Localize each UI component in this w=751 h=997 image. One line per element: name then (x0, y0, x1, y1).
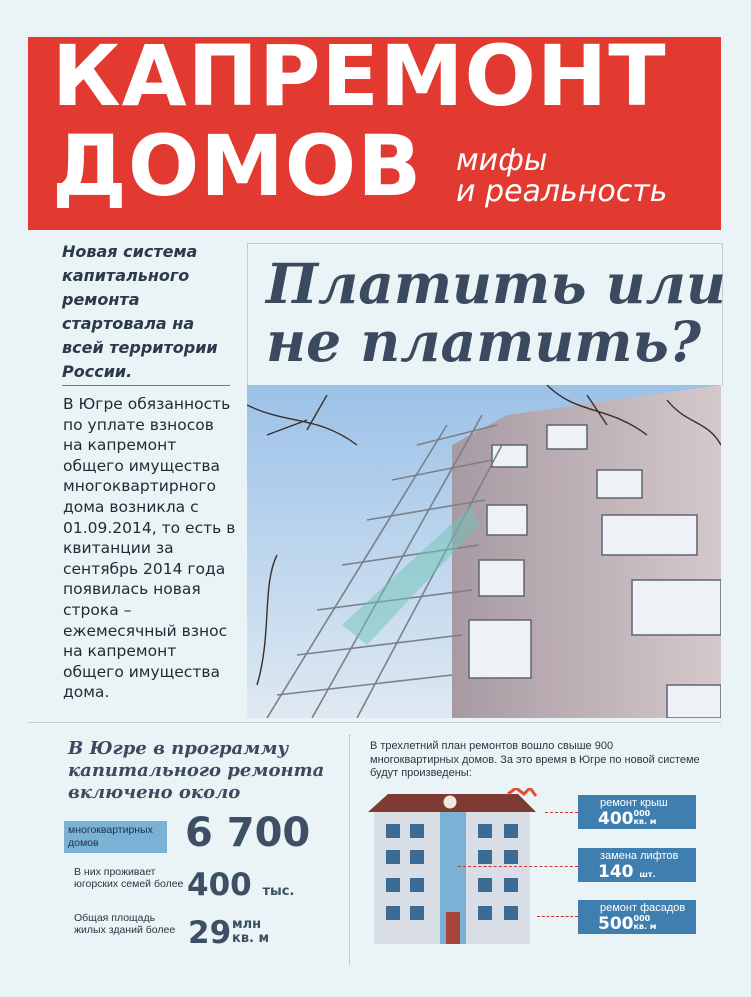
houses-label: многоквартирных домов (64, 821, 167, 853)
card-lift-value: 140 (598, 862, 634, 882)
lead-divider (62, 385, 230, 386)
card-roof-label: ремонт крыш (600, 797, 668, 809)
area-unit-2: кв. м (232, 931, 270, 946)
roof-pointer (545, 812, 578, 813)
card-facade-value-group (578, 914, 696, 933)
card-lift-label: замена лифтов (600, 850, 679, 862)
card-roof-sup (634, 810, 657, 826)
card-facade-label: ремонт фасадов (600, 902, 686, 914)
card-facade-sup-digits: 000 (633, 914, 651, 923)
subtitle (456, 145, 667, 207)
card-roof-sup-digits: 000 (633, 809, 651, 818)
card-roof-value-group (578, 809, 696, 828)
house-illustration (368, 788, 538, 948)
area-label: Общая площадь жилых зданий более (74, 912, 176, 936)
area-unit (232, 918, 269, 946)
card-roof-unit: кв. м (633, 817, 657, 826)
headline-line-2: не платить? (266, 309, 702, 374)
area-value: 29 (188, 915, 232, 951)
headline-line-1: Платить или (266, 251, 726, 316)
area-unit-1: млн (232, 917, 262, 932)
lift-pointer (458, 866, 578, 867)
title-line-2: ДОМОВ (52, 117, 423, 215)
headline (266, 251, 726, 374)
card-facade-sup (634, 915, 657, 931)
plan-text: В трехлетний план ремонтов вошло свыше 900 многоквартирных домов. За это время в Югре по новой системе будут произведены: (370, 740, 700, 779)
card-facade-unit: кв. м (633, 922, 657, 931)
families-label: В них проживает югорских семей более (74, 866, 184, 890)
lead-paragraph: Новая система капитального ремонта стартовала на всей территории России. (62, 242, 218, 381)
building-photo (247, 385, 721, 718)
section-divider (28, 722, 721, 723)
card-lift (578, 848, 696, 882)
card-facade-value: 500 (598, 914, 634, 934)
subtitle-line-1: мифы (456, 143, 548, 178)
houses-value: 6 700 (185, 810, 311, 856)
card-lift-unit: шт. (639, 870, 656, 879)
card-facade (578, 900, 696, 934)
body-paragraph: В Югре обязанность по уплате взносов на капремонт общего имущества многоквартирного дома возникла с 01.09.2014, то есть в квитанции за сентябрь 2014 года появилась новая строка – ежемесячный взнос на капремонт общего имущества дома. (63, 395, 236, 702)
families-value: 400 (187, 867, 252, 903)
facade-pointer (537, 916, 578, 917)
title-line-1: КАПРЕМОНТ (52, 27, 667, 125)
card-lift-value-group (578, 862, 696, 884)
card-roof (578, 795, 696, 829)
card-roof-value: 400 (598, 809, 634, 829)
families-unit: тыс. (262, 884, 295, 899)
column-divider (349, 735, 350, 965)
stats-title: В Югре в программу капитального ремонта включено около (68, 738, 325, 803)
subtitle-line-2: и реальность (456, 174, 668, 209)
families-value-group (187, 868, 294, 909)
